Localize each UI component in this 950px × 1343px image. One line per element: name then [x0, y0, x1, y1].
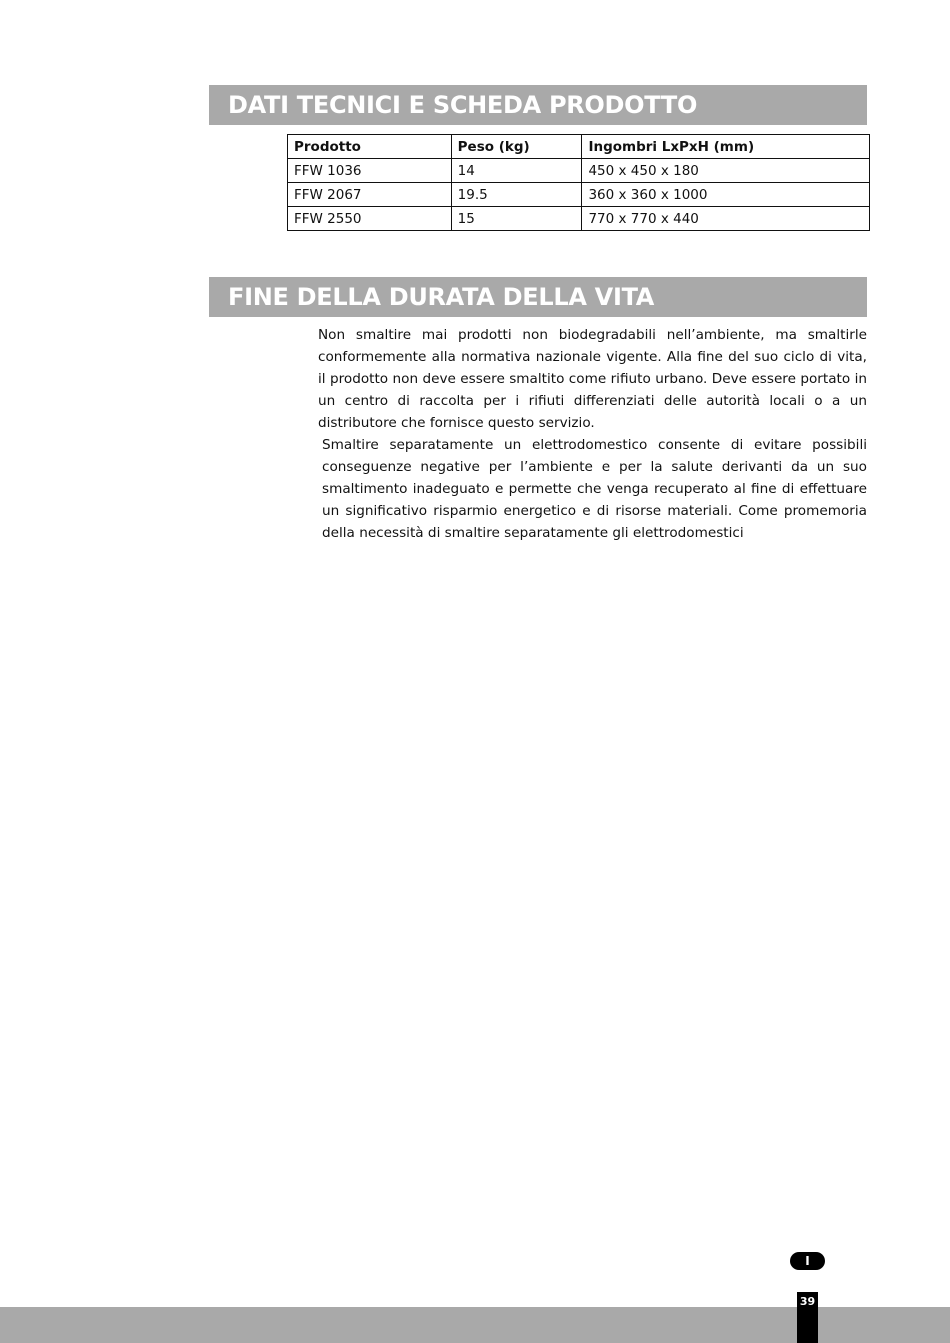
table-header-row: [288, 135, 870, 159]
column-header-dimensions: Ingombri LxPxH (mm): [582, 135, 870, 159]
cell-dimensions: 360 x 360 x 1000: [582, 183, 870, 207]
column-header-product: Prodotto: [288, 135, 452, 159]
language-badge: I: [790, 1252, 825, 1270]
disposal-paragraph: Non smaltire mai prodotti non biodegradabili nell’ambiente, ma smaltirle conformemente alla normativa nazionale vigente. Alla fine del suo ciclo di vita, il prodotto non deve essere smaltito come rifiuto urbano. Deve essere portato in un centro di raccolta per i rifiuti differenziati delle autorità locali o a un distributore che fornisce questo servizio.: [318, 327, 867, 431]
section-header-technical-data: [209, 85, 867, 125]
table-row: [288, 159, 870, 183]
section-header-end-of-life: [209, 277, 867, 317]
cell-product: FFW 2550: [288, 207, 452, 231]
cell-dimensions: 770 x 770 x 440: [582, 207, 870, 231]
product-specs-table: [287, 134, 870, 231]
section-title: DATI TECNICI E SCHEDA PRODOTTO: [228, 91, 698, 119]
cell-dimensions: 450 x 450 x 180: [582, 159, 870, 183]
table-row: [288, 183, 870, 207]
cell-product: FFW 2067: [288, 183, 452, 207]
separate-collection-paragraph: Smaltire separatamente un elettrodomestico consente di evitare possibili conseguenze negative per l’ambiente e per la salute derivanti da un suo smaltimento inadeguato e permette che venga recuperato al fine di effettuare un significativo risparmio energetico e di risorse materiali. Come promemoria della necessità di smaltire separatamente gli elettrodomestici: [322, 437, 867, 541]
cell-product: FFW 1036: [288, 159, 452, 183]
cell-weight: 19.5: [451, 183, 582, 207]
cell-weight: 15: [451, 207, 582, 231]
cell-weight: 14: [451, 159, 582, 183]
column-header-weight: Peso (kg): [451, 135, 582, 159]
section-title: FINE DELLA DURATA DELLA VITA: [228, 283, 655, 311]
page-number: 39: [799, 1295, 816, 1308]
table-row: [288, 207, 870, 231]
